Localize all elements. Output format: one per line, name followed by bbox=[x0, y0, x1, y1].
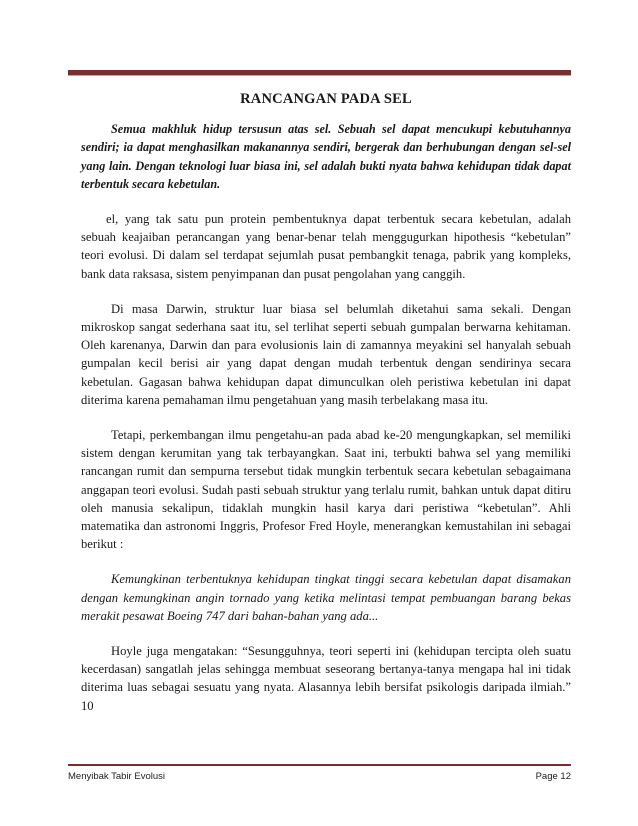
footer-page-number: Page 12 bbox=[535, 771, 571, 782]
footer-rule bbox=[68, 764, 571, 766]
page-content bbox=[81, 90, 571, 732]
footer-book-title: Menyibak Tabir Evolusi bbox=[68, 771, 165, 782]
body-paragraph-3: Tetapi, perkembangan ilmu pengetahu-an pada abad ke-20 mengungkapkan, sel memiliki sistem dengan kerumitan yang tak terbayangkan. Saat ini, terbukti bahwa sel yang memiliki rancangan rumit dan sempurna tersebut tidak mungkin terbentuk secara kebetulan sebagaimana anggapan teori evolusi. Sudah pasti sebuah struktur yang terlalu rumit, bahkan untuk dapat ditiru oleh manusia sekalipun, tidaklah mungkin hasil karya dari peristiwa “kebetulan”. Ahli matematika dan astronomi Inggris, Profesor Fred Hoyle, menerangkan kemustahilan ini sebagai berikut : bbox=[81, 428, 571, 552]
page-title: RANCANGAN PADA SEL bbox=[240, 91, 412, 107]
body-paragraph-1: el, yang tak satu pun protein pembentuknya dapat terbentuk secara kebetulan, adalah sebuah keajaiban perancangan yang benar-benar telah menggugurkan hipothesis “kebetulan” teori evolusi. Di dalam sel terdapat sejumlah pusat pembangkit tenaga, pabrik yang kompleks, bank data raksasa, sistem penyimpanan dan pusat pengolahan yang canggih. bbox=[81, 212, 571, 281]
body-paragraph-2: Di masa Darwin, struktur luar biasa sel belumlah diketahui sama sekali. Dengan mikroskop sangat sederhana saat itu, sel terlihat seperti sebuah gumpalan berwarna kehitaman. Oleh karenanya, Darwin dan para evolusionis lain di zamannya meyakini sel hanyalah sebuah gumpalan kecil berisi air yang dapat dengan mudah terbentuk dengan sendirinya secara kebetulan. Gagasan bahwa kehidupan dapat dimunculkan oleh peristiwa kebetulan ini dapat diterima karena pemahaman ilmu pengetahuan yang masih terbelakang masa itu. bbox=[81, 301, 571, 407]
hoyle-quote: Kemungkinan terbentuknya kehidupan tingkat tinggi secara kebetulan dapat disamakan dengan kemungkinan angin tornado yang ketika melintasi tempat pembuangan barang bekas merakit pesawat Boeing 747 dari bahan-bahan yang ada... bbox=[81, 572, 571, 623]
closing-paragraph: Hoyle juga mengatakan: “Sesungguhnya, teori seperti ini (kehidupan tercipta oleh suatu kecerdasan) sangatlah jelas sehingga membuat seseorang bertanya-tanya mengapa hal ini tidak diterima luas sebagai sesuatu yang nyata. Alasannya lebih bersifat psikologis daripada ilmiah.” 10 bbox=[81, 644, 571, 713]
abstract-paragraph: Semua makhluk hidup tersusun atas sel. Sebuah sel dapat mencukupi kebutuhannya sendiri; ia dapat menghasilkan makanannya sendiri, bergerak dan berhubungan dengan sel-sel yang lain. Dengan teknologi luar biasa ini, sel adalah bukti nyata bahwa kehidupan tidak dapat terbentuk secara kebetulan. bbox=[81, 122, 571, 191]
header-rule bbox=[68, 70, 571, 76]
